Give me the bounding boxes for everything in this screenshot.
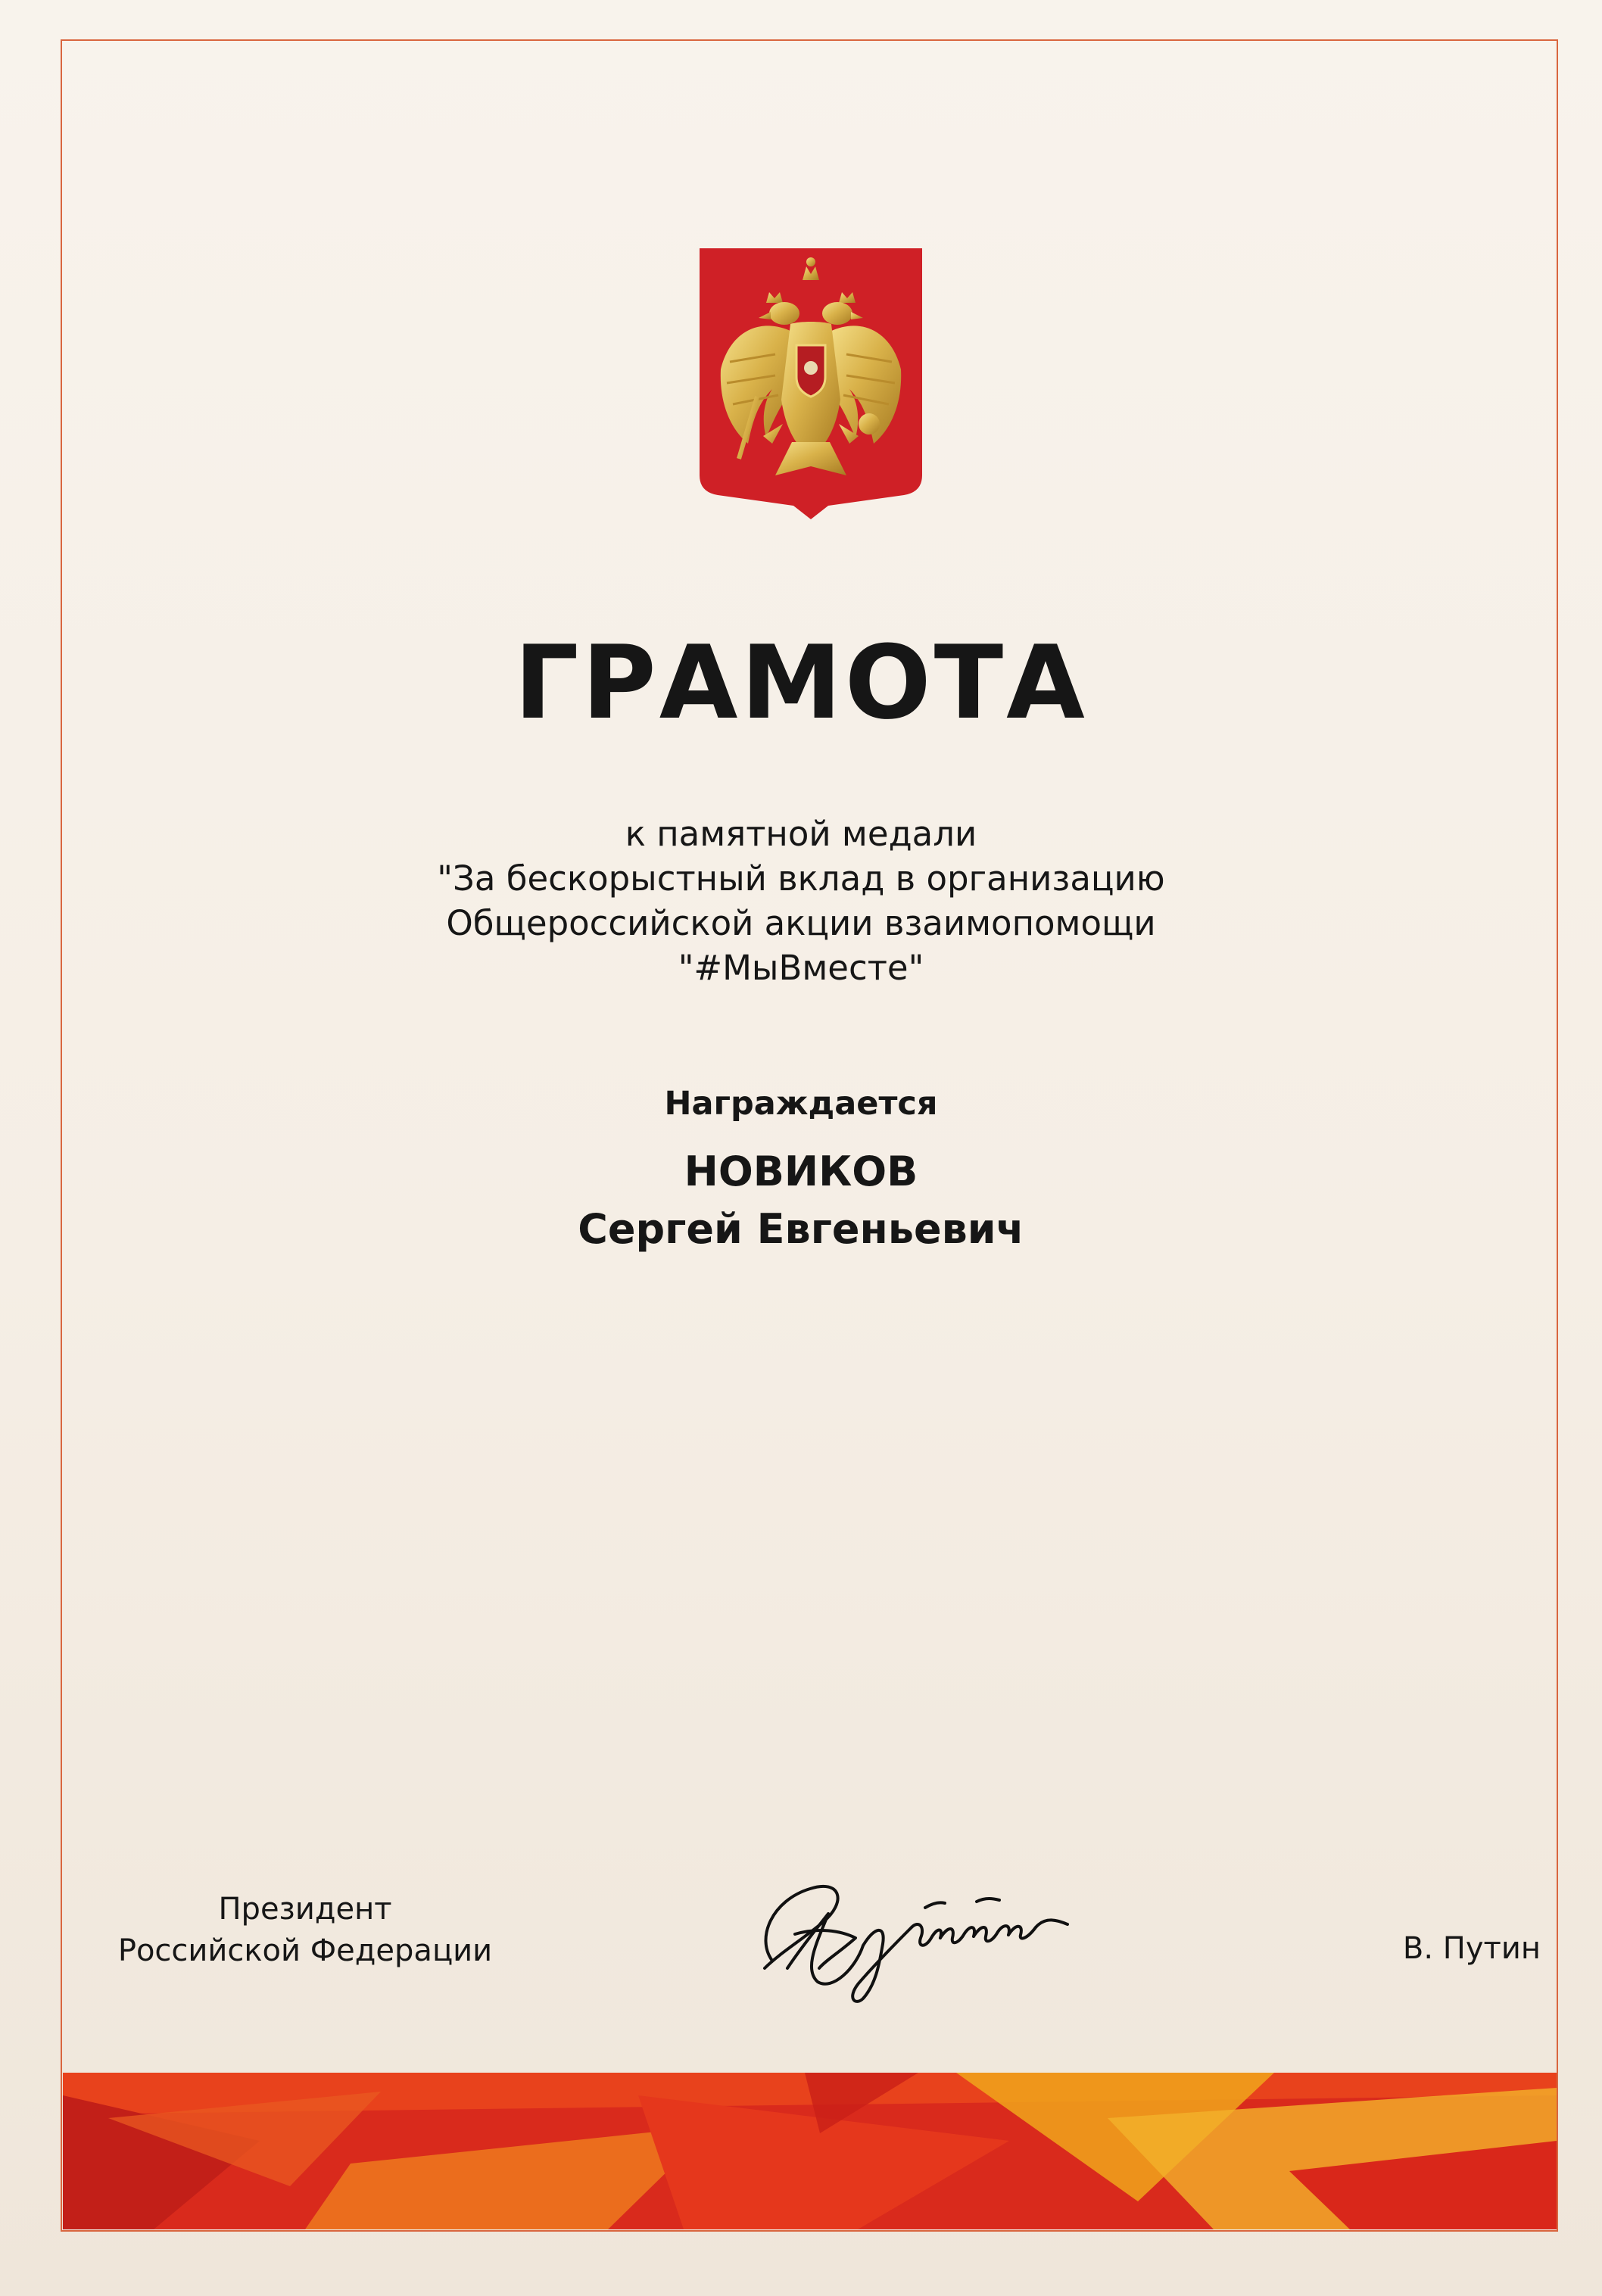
russian-coat-of-arms-icon (700, 248, 922, 519)
signer-position-line: Российской Федерации (117, 1933, 493, 1968)
medal-description-line: к памятной медали (625, 814, 977, 854)
recipient-surname: НОВИКОВ (684, 1148, 918, 1195)
signer-position-line: Президент (218, 1892, 392, 1927)
medal-description (0, 812, 1602, 990)
medal-description-line: Общероссийской акции взаимопомощи (446, 903, 1156, 943)
signer-position (82, 1889, 528, 1972)
decorative-bottom-band (63, 2073, 1557, 2229)
handwritten-signature (750, 1855, 1083, 2006)
signer-name: В. Путин (1402, 1931, 1541, 1966)
awarded-label: Награждается (664, 1085, 938, 1123)
recipient-given-names: Сергей Евгеньевич (578, 1205, 1024, 1253)
medal-description-line: "За бескорыстный вклад в организацию (437, 858, 1165, 899)
medal-description-line: "#МыВместе" (678, 948, 924, 988)
certificate-title: ГРАМОТА (514, 624, 1088, 742)
